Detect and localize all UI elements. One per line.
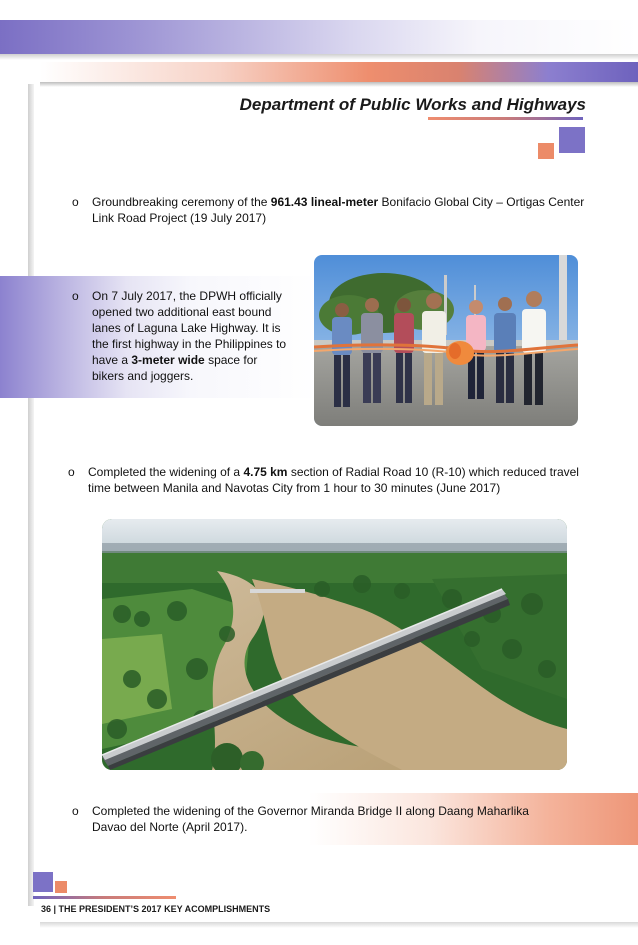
ribbon-cutting-photo xyxy=(314,255,578,426)
bullet-item-4 xyxy=(72,803,542,835)
bullet-item-1 xyxy=(72,194,592,226)
bullet-marker: o xyxy=(72,289,79,303)
bridge-aerial-photo xyxy=(102,519,567,770)
header-band-orange xyxy=(40,62,638,82)
bullet-marker: o xyxy=(72,195,79,209)
left-margin-rule xyxy=(28,84,34,906)
footer-line xyxy=(33,896,176,899)
header-shadow-2 xyxy=(40,82,638,87)
bold-figure: 3-meter wide xyxy=(131,353,205,367)
bullet-text-3: Completed the widening of a 4.75 km section of Radial Road 10 (R-10) which reduced travel time between Manila and Navotas City from 1 hour to 30 minutes (June 2017) xyxy=(88,465,579,495)
footer-square-purple xyxy=(33,872,53,892)
decorative-square-purple xyxy=(559,127,585,153)
bullet-item-3 xyxy=(68,464,598,496)
bullet-text-2: On 7 July 2017, the DPWH officially opened two additional east bound lanes of Laguna Lake Highway. It is the first highway in the Philippines to have a 3-meter wide space for bikers and joggers. xyxy=(92,289,287,383)
footer-square-orange xyxy=(55,881,67,893)
department-title: Department of Public Works and Highways xyxy=(239,95,586,114)
header-band-purple xyxy=(0,20,638,54)
bullet-marker: o xyxy=(72,804,79,818)
bottom-shadow xyxy=(40,922,638,928)
title-underline xyxy=(428,117,583,120)
footer-page-label: 36 | THE PRESIDENT’S 2017 KEY ACOMPLISHMENTS xyxy=(41,904,271,914)
bullet-marker: o xyxy=(68,465,75,479)
decorative-square-orange xyxy=(538,143,554,159)
bullet-text-1: Groundbreaking ceremony of the 961.43 lineal-meter Bonifacio Global City – Ortigas Center Link Road Project (19 July 2017) xyxy=(92,195,585,225)
header-shadow xyxy=(0,54,638,60)
bullet-item-2 xyxy=(72,288,290,384)
bullet-text-4: Completed the widening of the Governor Miranda Bridge II along Daang Maharlika Davao del Norte (April 2017). xyxy=(92,804,529,834)
bold-figure: 4.75 km xyxy=(243,465,288,479)
bold-figure: 961.43 lineal-meter xyxy=(270,195,379,209)
